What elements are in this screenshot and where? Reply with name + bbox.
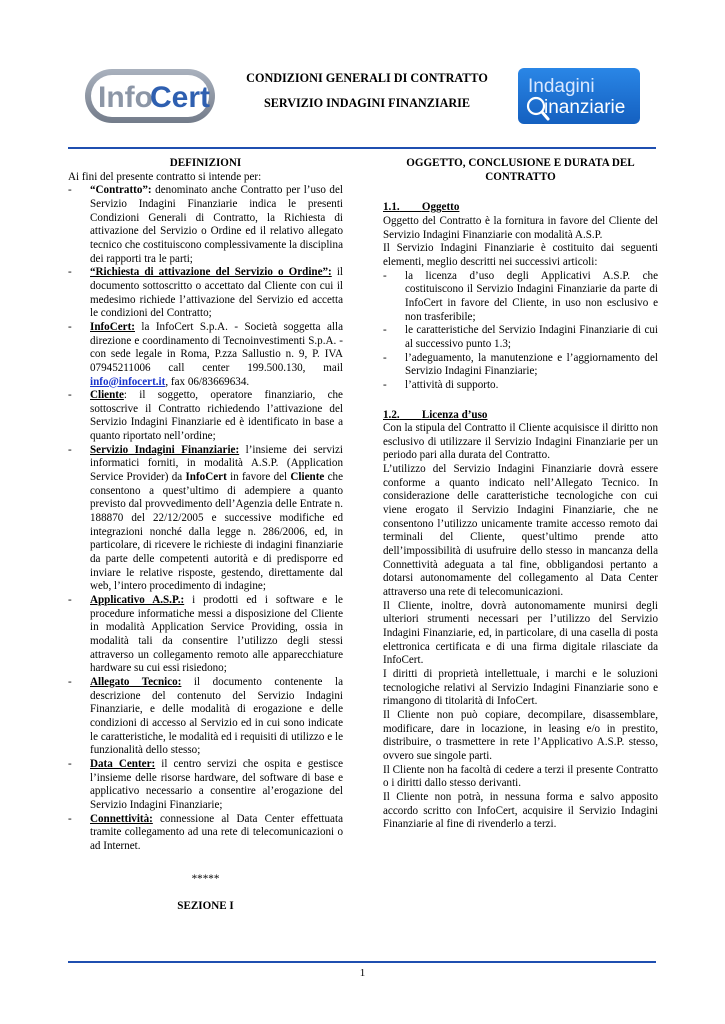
section-separator: ***** (191, 873, 220, 886)
definitions-heading: DEFINIZIONI (169, 157, 242, 169)
paragraph: Il Cliente non potrà, in nessuna forma e salvo apposito accordo scritto con InfoCert, acquisire il Servizio Indagini Finanziarie al fine di rivenderlo a terzi. (383, 790, 658, 831)
logo-indagini-text: Indagini (528, 76, 595, 97)
definition-item: - Servizio Indagini Finanziarie: l’insieme dei servizi informatici forniti, in modalità A.S.P. (Application Service Provider) da InfoCert in favore del Cliente che consentono a quest’ultimo di adempiere a quanto previsto dal provvedimento dell’Agenzia delle Entrate n. 188870 del 22/12/2005 e successive modifiche ed integrazioni nonché dalla legge n. 286/2006, ed, in particolare, di ricevere le richieste di indagini finanziarie da parte delle competenti autorità e di predisporre ed inviare le relative risposte, gestendo, direttamente dal web, l’intero procedimento di indagine; (68, 443, 343, 593)
right-column (383, 157, 658, 832)
header-divider (68, 147, 656, 149)
definition-item: - Connettività: connessione al Data Center effettuata tramite collegamento ad una rete di telecomunicazioni o ad Internet. (68, 812, 343, 852)
definitions-intro: Ai fini del presente contratto si intende per: (68, 170, 262, 183)
footer-divider (68, 961, 656, 963)
definition-item: - “Richiesta di attivazione del Servizio o Ordine”: il documento sottoscritto o accettato dal Cliente con cui il medesimo richiede l’attivazione del Servizio ed accetta le condizioni del Contratto; (68, 266, 343, 320)
definition-item: - Applicativo A.S.P.: i prodotti ed i software e le procedure informatiche messi a disposizione del Cliente in modalità Application Service Providing, ossia in modalità tali da consentire l’utilizzo degli stessi attraverso un collegamento remoto alle apparecchiature hardware su cui essi risiedono; (68, 594, 343, 675)
page-number: 1 (359, 967, 366, 979)
paragraph: L’utilizzo del Servizio Indagini Finanziarie dovrà essere conforme a quanto indicato nell’Allegato Tecnico. In considerazione delle caratteristiche tecnologiche con cui viene erogato il Servizio Indagini Finanziarie, che ne consentono l’utilizzo unicamente tramite accesso remoto dai terminali del Cliente, quest’ultimo prende atto dell’impossibilità di usufruire dello stesso in mancanza della Connettività adeguata a tal fine, obbligandosi pertanto a dotarsi autonomamente del collegamento al Data Center attraverso una rete di telecomunicazioni. (383, 463, 658, 599)
definition-item: - Allegato Tecnico: il documento contenente la descrizione del contenuto del Servizio Indagini Finanziarie, e delle modalità di erogazione e delle condizioni di accesso al Servizio ed in cui sono indicate le caratteristiche, le modalità ed i requisiti di utilizzo e le funzionalità dello stesso; (68, 675, 343, 757)
title-line-1: CONDIZIONI GENERALI DI CONTRATTO (246, 71, 488, 85)
paragraph: Con la stipula del Contratto il Cliente acquisisce il diritto non esclusivo di utilizzare il Servizio Indagini Finanziarie per un periodo pari alla durata del Contratto. (383, 422, 658, 462)
logo-finanziarie-text: inanziarie (544, 97, 626, 118)
definition-item: - InfoCert: la InfoCert S.p.A. - Società soggetta alla direzione e coordinamento di Tecnoinvestimenti S.p.A. - con sede legale in Roma, P.zza Sallustio n. 9, P. IVA 07945211006 call center 199.500.130, mail info@infocert.it, fax 06/83669634. (68, 320, 343, 388)
left-column (68, 157, 343, 914)
paragraph: Il Cliente, inoltre, dovrà autonomamente munirsi degli ulteriori strumenti necessari per l’utilizzo del Servizio Indagini Finanziarie, ed, in particolare, di una casella di posta elettronica certificata e di una firma digitale rilasciate da InfoCert. (383, 599, 658, 667)
logo-cert-text: Cert (150, 81, 211, 114)
element-item: - l’adeguamento, la manutenzione e l’aggiornamento del Servizio Indagini Finanziarie; (383, 351, 658, 378)
paragraph: Il Cliente non ha facoltà di cedere a terzi il presente Contratto o i diritti dallo stesso derivanti. (383, 763, 658, 790)
definition-item: - Data Center: il centro servizi che ospita e gestisce l’insieme delle risorse hardware, del software di base e applicativo necessario a consentire al’erogazione del Servizio Indagini Finanziarie; (68, 757, 343, 811)
paragraph: Il Cliente non può copiare, decompilare, disassemblare, modificare, dare in locazione, in leasing e/o in prestito, distribuire, o trasmettere in rete l’Applicativo A.S.P. stesso, ovvero sue singole parti. (383, 708, 658, 762)
indagini-finanziarie-logo (518, 68, 640, 124)
section-heading: SEZIONE I (177, 900, 234, 913)
element-item: - le caratteristiche del Servizio Indagini Finanziarie di cui al successivo punto 1.3; (383, 324, 658, 350)
document-title (226, 66, 508, 116)
infocert-logo (84, 68, 216, 124)
logo-info-text: Info (98, 81, 153, 114)
page-header (0, 0, 725, 150)
title-line-2: SERVIZIO INDAGINI FINANZIARIE (263, 96, 471, 110)
object-heading: OGGETTO, CONCLUSIONE E DURATA DEL CONTRATTO (406, 157, 635, 183)
definition-item: - Cliente: il soggetto, operatore finanziario, che sottoscrive il Contratto richiedendo l’attivazione del Servizio Indagini Finanziarie ed è identificato in base a quanto riportato nell’ordine; (68, 389, 343, 443)
subsection-1-1-heading: 1.1. Oggetto (383, 201, 460, 214)
subsection-1-2-heading: 1.2. Licenza d’uso (383, 408, 488, 421)
email-link[interactable]: info@infocert.it (90, 375, 166, 388)
paragraph: Oggetto del Contratto è la fornitura in favore del Cliente del Servizio Indagini Finanziarie con modalità A.S.P. (383, 214, 658, 241)
definition-item: - “Contratto”: denominato anche Contratto per l’uso del Servizio Indagini Finanziarie indica le presenti Condizioni Generali di Contratto, la Richiesta di attivazione del Servizio o Ordine ed il relativo allegato tecnico che costituiscono complessivamente la disciplina dei rapporti tra le parti; (68, 184, 343, 265)
element-item: - la licenza d’uso degli Applicativi A.S.P. che costituiscono il Servizio Indagini Finanziarie da parte di InfoCert in favore del Cliente, in uso non esclusivo e non trasferibile; (383, 269, 658, 323)
paragraph: I diritti di proprietà intellettuale, i marchi e le soluzioni tecnologiche relativi al Servizio Indagini Finanziarie sono e rimangono di titolarità di InfoCert. (383, 667, 658, 708)
paragraph: Il Servizio Indagini Finanziarie è costituito dai seguenti elementi, meglio descritti nei successivi articoli: (383, 242, 658, 268)
element-item: - l’attività di supporto. (383, 378, 499, 391)
